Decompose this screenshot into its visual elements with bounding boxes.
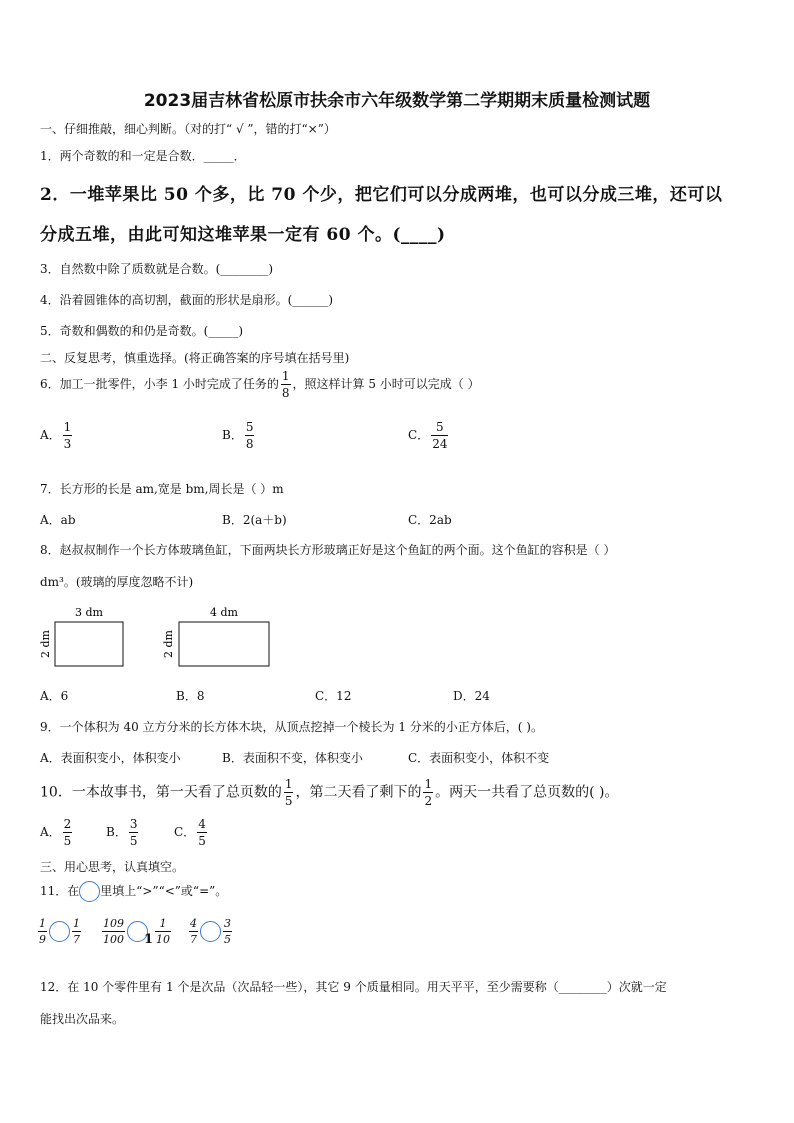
question-7-option-a[interactable]: A．ab [40, 513, 76, 527]
fraction-left [189, 918, 198, 945]
fraction-denominator: 5 [284, 794, 293, 808]
option-label: A． [40, 428, 61, 442]
question-4: 4．沿着圆锥体的高切割，截面的形状是扇形。(______) [40, 293, 333, 307]
question-10-part-1: 10．一本故事书，第一天看了总页数的 [40, 784, 282, 801]
fraction-numerator: 5 [431, 421, 448, 436]
fraction-denominator: 8 [245, 437, 254, 451]
section-3-heading: 三、用心思考，认真填空。 [40, 860, 185, 874]
fraction-right [223, 918, 232, 945]
compare-circle-input[interactable] [49, 921, 70, 942]
compare-item-2 [100, 918, 173, 947]
question-9-option-a[interactable]: A．表面积变小，体积变小 [40, 751, 181, 765]
option-fraction [63, 421, 73, 450]
option-label: C． [408, 428, 430, 442]
section-1-heading: 一、仔细推敲，细心判断。（对的打“ √ ”，错的打“×”） [40, 122, 336, 136]
fraction-denominator: 5 [224, 933, 231, 946]
option-label: B． [106, 825, 127, 839]
rect-1-width-label: 3 dm [75, 606, 103, 619]
rect-2-width-label: 4 dm [210, 606, 238, 619]
glass-rect-1 [55, 622, 123, 666]
question-6-text-before: 6．加工一批零件，小李 1 小时完成了任务的 [40, 377, 279, 391]
question-7-option-b[interactable]: B．2(a＋b) [222, 513, 287, 527]
fraction-denominator: 3 [63, 437, 72, 451]
compare-item-1 [36, 918, 83, 945]
question-8-line-1: 8．赵叔叔制作一个长方体玻璃鱼缸，下面两块长方形玻璃正好是这个鱼缸的两个面。这个鱼缸的容积是（ ） [40, 543, 616, 557]
question-2-line-2: 分成五堆，由此可知这堆苹果一定有 60 个。(____) [40, 225, 446, 245]
fraction-numerator: 1 [39, 917, 46, 930]
fraction-denominator: 7 [73, 933, 80, 946]
question-3: 3．自然数中除了质数就是合数。(________) [40, 262, 273, 276]
fraction-denominator: 100 [103, 933, 124, 946]
option-fraction [129, 818, 139, 847]
option-fraction [431, 421, 448, 450]
question-6-text-after: ，照这样计算 5 小时可以完成（ ） [292, 377, 480, 391]
question-6-fraction [281, 370, 291, 399]
question-11-part-1: 11．在 [40, 884, 80, 898]
fraction-numerator: 2 [63, 817, 72, 831]
question-8-line-2: dm³。(玻璃的厚度忽略不计) [40, 575, 194, 589]
rect-1-height-label: 2 dm [39, 630, 52, 658]
fraction-numerator: 1 [73, 917, 80, 930]
fraction-numerator: 4 [190, 917, 197, 930]
question-8-option-c[interactable]: C．12 [315, 689, 352, 703]
fraction-numerator: 109 [103, 917, 124, 930]
section-2-heading: 二、反复思考，慎重选择。(将正确答案的序号填在括号里) [40, 351, 350, 365]
stray-digit: 1 [144, 931, 154, 947]
fraction-right [155, 918, 171, 945]
fraction-denominator: 2 [424, 794, 433, 808]
page-title: 2023届吉林省松原市扶余市六年级数学第二学期期末质量检测试题 [143, 91, 651, 111]
question-6-option-c[interactable] [408, 421, 450, 450]
question-2-line-1: 2．一堆苹果比 50 个多，比 70 个少，把它们可以分成两堆，也可以分成三堆，还可以 [40, 185, 723, 205]
fraction-numerator: 3 [224, 917, 231, 930]
question-10-fraction-1 [284, 778, 294, 807]
option-label: A． [40, 825, 61, 839]
fraction-denominator: 9 [39, 933, 46, 946]
question-8-option-d[interactable]: D．24 [453, 689, 490, 703]
fraction-denominator: 5 [198, 834, 206, 848]
fraction-left [38, 918, 47, 945]
fraction-denominator: 24 [432, 437, 448, 451]
fraction-numerator: 3 [129, 817, 138, 831]
question-7: 7．长方形的长是 am,宽是 bm,周长是（ ）m [40, 482, 284, 496]
fraction-denominator: 5 [63, 834, 72, 848]
question-5: 5．奇数和偶数的和仍是奇数。(_____) [40, 324, 243, 338]
fraction-numerator: 1 [155, 918, 171, 932]
question-11-part-2: 里填上“>”“<”或“=”。 [100, 884, 228, 898]
compare-circle-input[interactable] [200, 921, 221, 942]
question-10-part-2: ，第二天看了剩下的 [295, 784, 422, 801]
option-fraction [197, 818, 207, 847]
question-12-line-1: 12．在 10 个零件里有 1 个是次品（次品轻一些），其它 9 个质量相同。用天平平，至少需要称（________）次就一定 [40, 980, 667, 994]
fraction-numerator: 4 [198, 817, 206, 831]
fraction-numerator: 5 [245, 420, 254, 434]
question-6 [40, 370, 480, 399]
question-10-option-b[interactable] [106, 818, 140, 847]
fraction-denominator: 10 [156, 933, 171, 946]
question-10-option-a[interactable] [40, 818, 74, 847]
option-fraction [245, 421, 255, 450]
compare-item-3 [187, 918, 234, 945]
fraction-numerator: 1 [284, 777, 293, 791]
option-label: B． [222, 428, 243, 442]
question-6-option-b[interactable] [222, 421, 256, 450]
fraction-left [102, 918, 125, 945]
question-8-option-b[interactable]: B．8 [176, 689, 205, 703]
question-9-option-c[interactable]: C．表面积变小，体积不变 [408, 751, 550, 765]
question-6-option-a[interactable] [40, 421, 74, 450]
option-fraction [63, 818, 73, 847]
rect-2-height-label: 2 dm [162, 630, 175, 658]
fraction-numerator: 1 [424, 777, 433, 791]
question-12-line-2: 能找出次品来。 [40, 1012, 125, 1026]
fraction-numerator: 1 [63, 420, 72, 434]
question-10-option-c[interactable] [174, 818, 209, 847]
question-9: 9．一个体积为 40 立方分米的长方体木块，从顶点挖掉一个棱长为 1 分米的小正方体后，( )。 [40, 720, 543, 734]
compare-circle-icon [79, 881, 100, 902]
question-10-fraction-2 [423, 778, 433, 807]
fraction-denominator: 7 [190, 933, 197, 946]
question-1: 1．两个奇数的和一定是合数．_____． [40, 149, 246, 163]
option-label: C． [174, 825, 196, 839]
fraction-denominator: 5 [129, 834, 138, 848]
question-11 [40, 881, 227, 902]
question-8-figure [36, 600, 296, 675]
question-7-option-c[interactable]: C．2ab [408, 513, 452, 527]
question-9-option-b[interactable]: B．表面积不变，体积变小 [222, 751, 363, 765]
glass-rect-2 [179, 622, 269, 666]
question-10-part-3: 。两天一共看了总页数的( )。 [435, 784, 619, 801]
question-8-option-a[interactable]: A．6 [40, 689, 69, 703]
fraction-right [72, 918, 81, 945]
fraction-denominator: 8 [281, 386, 290, 400]
fraction-numerator: 1 [281, 369, 290, 383]
question-10 [40, 778, 618, 807]
